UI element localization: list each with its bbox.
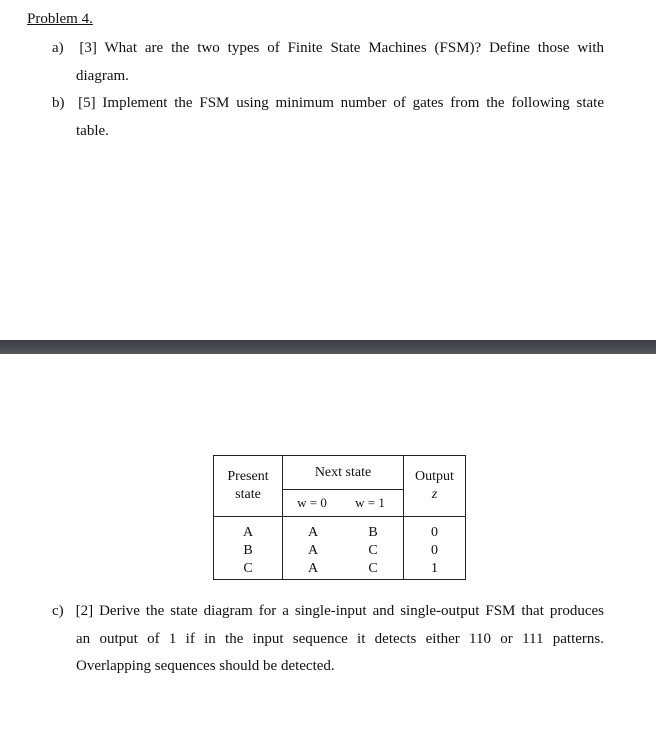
part-c-line-2: an output of 1 if in the input sequence it detects either 110 or 111 patterns. xyxy=(76,631,604,647)
output-column: 0 0 1 xyxy=(404,517,466,580)
next-state-columns xyxy=(283,517,404,580)
part-b-line-2: table. xyxy=(76,123,109,139)
present-state-header: Present state xyxy=(214,456,283,517)
state-table xyxy=(213,455,466,580)
problem-heading: Problem 4. xyxy=(27,11,93,27)
w0-header: w = 0 xyxy=(297,495,327,510)
next-state-header: Next state xyxy=(283,456,404,490)
w1-column: B C C xyxy=(368,525,378,576)
w0-column: A A A xyxy=(307,525,319,576)
part-c-line-3: Overlapping sequences should be detected. xyxy=(76,658,335,674)
part-b-line-1: b) [5] Implement the FSM using minimum number of gates from the following state xyxy=(52,95,604,111)
page-divider-bar xyxy=(0,340,656,354)
w1-header: w = 1 xyxy=(355,495,385,510)
part-a-line-2: diagram. xyxy=(76,68,129,84)
present-state-column: A B C xyxy=(214,517,283,580)
output-header: Output z xyxy=(404,456,466,517)
part-a-line-1: a) [3] What are the two types of Finite State Machines (FSM)? Define those with xyxy=(52,40,604,56)
part-c-line-1: c) [2] Derive the state diagram for a single-input and single-output FSM that produces xyxy=(52,603,604,619)
input-subheader xyxy=(283,490,404,517)
